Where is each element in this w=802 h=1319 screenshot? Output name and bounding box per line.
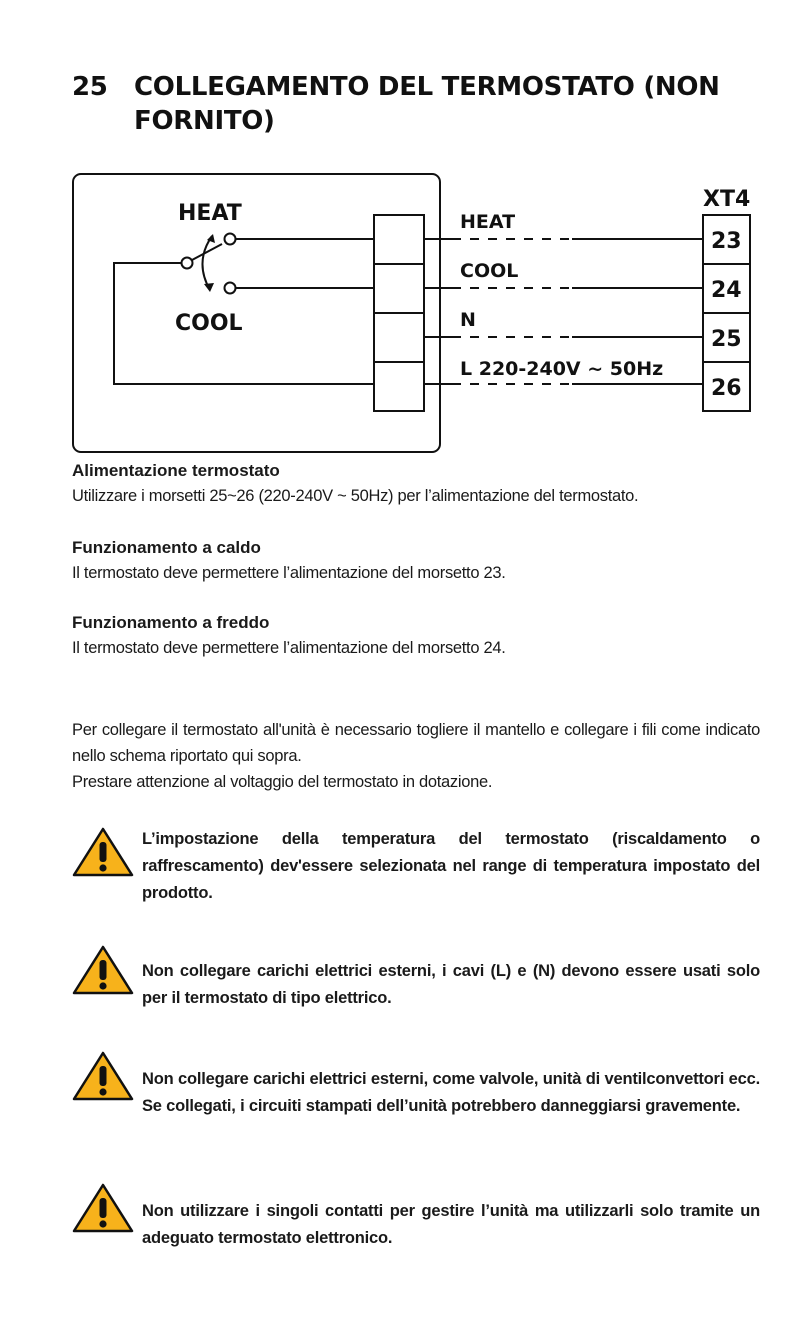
- terminal-25: 25: [711, 327, 742, 352]
- common-contact: [182, 258, 193, 269]
- warning-text: Non collegare carichi elettrici esterni, come valvole, unità di ventilconvettori ecc. Se collegati, i circuiti stampati dell’unità potrebbero danneggiarsi gravemente.: [142, 1070, 760, 1115]
- warning-text: Non utilizzare i singoli contatti per gestire l’unità ma utilizzarli solo tramite un adeguato termostato elettronico.: [142, 1202, 760, 1247]
- wire-label-cool: COOL: [460, 260, 519, 282]
- warning-icon: [72, 826, 134, 878]
- wire-label-l: L 220-240V ~ 50Hz: [460, 358, 664, 380]
- terminal-23: 23: [711, 229, 742, 254]
- section-title-cooling: Funzionamento a freddo: [72, 613, 270, 632]
- switch-heat-label: HEAT: [178, 201, 242, 226]
- wire-label-n: N: [460, 309, 476, 331]
- section-title: COLLEGAMENTO DEL TERMOSTATO (NON FORNITO): [134, 72, 720, 136]
- section-text-power: Utilizzare i morsetti 25~26 (220-240V ~ 50Hz) per l’alimentazione del termostato.: [72, 487, 639, 505]
- warning-icon: [72, 1050, 134, 1102]
- terminal-block-label: XT4: [703, 187, 751, 212]
- thermostat-wiring-diagram: [0, 0, 802, 470]
- section-text-heating: Il termostato deve permettere l’alimentazione del morsetto 23.: [72, 564, 506, 582]
- heat-contact: [225, 234, 236, 245]
- section-title-heating: Funzionamento a caldo: [72, 538, 261, 557]
- section-title-power: Alimentazione termostato: [72, 461, 280, 480]
- switch-cool-label: COOL: [175, 311, 243, 336]
- instruction-paragraph: Per collegare il termostato all'unità è necessario togliere il mantello e collegare i fili come indicato nello schema riportato qui sopra.: [72, 721, 760, 765]
- wire-label-heat: HEAT: [460, 211, 516, 233]
- cool-contact: [225, 283, 236, 294]
- warning-text: L’impostazione della temperatura del termostato (riscaldamento o raffrescamento) dev'essere selezionata nel range di temperatura impostato del prodotto.: [142, 830, 760, 902]
- warning-icon: [72, 944, 134, 996]
- terminal-26: 26: [711, 376, 742, 401]
- voltage-note: Prestare attenzione al voltaggio del termostato in dotazione.: [72, 773, 493, 791]
- terminal-24: 24: [711, 278, 742, 303]
- section-text-cooling: Il termostato deve permettere l’alimentazione del morsetto 24.: [72, 639, 506, 657]
- section-number: 25: [72, 72, 108, 102]
- warning-text: Non collegare carichi elettrici esterni, i cavi (L) e (N) devono essere usati solo per il termostato di tipo elettrico.: [142, 962, 760, 1007]
- warning-icon: [72, 1182, 134, 1234]
